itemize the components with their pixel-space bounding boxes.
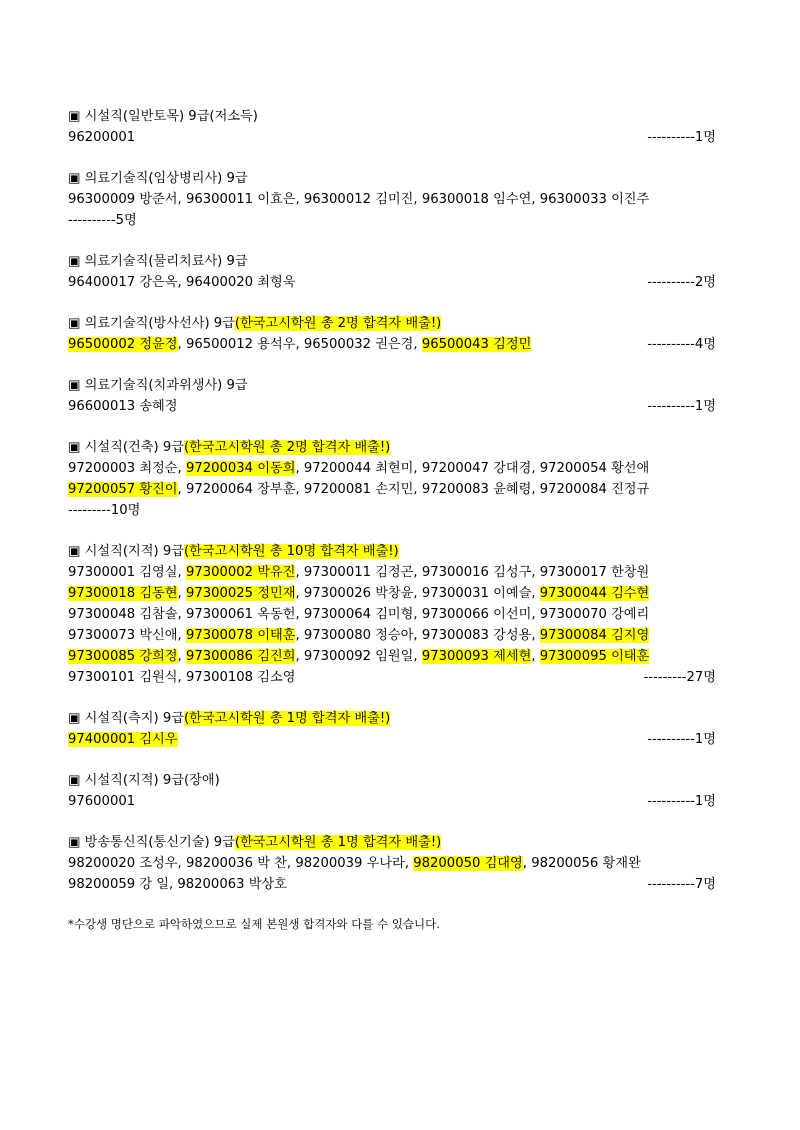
candidate-entry: 97300070 강예리 [539,607,650,622]
exam-section [68,375,716,417]
separator: , [531,607,540,622]
footnote: *수강생 명단으로 파악하였으므로 실제 본원생 합격자와 다를 수 있습니다. [68,917,440,931]
roster-line [68,604,716,625]
highlighted-candidate: 97300002 박유진 [185,565,296,580]
candidate-entry: 96300009 방준서 [68,192,178,207]
candidate-entry: 96300018 임수연 [421,192,532,207]
highlight-note: (한국고시학원 총 10명 합격자 배출!) [183,544,399,559]
separator: , [177,275,186,290]
separator: , [531,461,540,476]
roster-line [68,458,716,479]
section-title: ▣ 시설직(지적) 9급 [68,544,184,559]
separator: , [177,670,186,685]
candidate-entry: 97200044 최현미 [303,461,414,476]
candidate-entry: 97300026 박창윤 [303,586,414,601]
pass-count: ---------27명 [643,670,716,685]
highlighted-candidate: 96500002 정윤정 [68,337,178,352]
candidate-entry: 97300001 김영실 [68,565,178,580]
separator: , [168,877,178,892]
separator: , [404,856,414,871]
separator: , [177,461,186,476]
highlight-note: (한국고시학원 총 1명 합격자 배출!) [234,835,442,850]
roster-line [68,562,716,583]
exam-section [68,313,716,355]
highlighted-candidate: 97200057 황진이 [68,482,178,497]
separator: , [413,337,422,352]
document-body [68,106,716,933]
candidate-entry: 97600001 [68,794,136,809]
candidate-entry: 97200081 손지민 [303,482,414,497]
candidate-entry: 98200036 박 찬 [185,856,287,871]
separator: , [177,856,186,871]
candidate-entry: 98200039 우나라 [295,856,405,871]
highlighted-candidate: 96500043 김정민 [421,337,532,352]
separator: , [177,565,186,580]
section-heading [68,375,716,396]
candidate-entry: 97200084 진정규 [539,482,650,497]
separator: , [295,586,304,601]
section-heading [68,832,716,853]
section-heading [68,437,716,458]
candidate-entry: 96400020 최형욱 [185,275,296,290]
candidate-entry: 97300080 정승아 [303,628,414,643]
candidate-entry: 97300031 이예슬 [421,586,532,601]
separator: , [177,192,186,207]
separator: , [413,649,422,664]
highlighted-candidate: 97300085 강희정 [68,649,178,664]
separator: , [177,482,186,497]
section-title: ▣ 시설직(지적) 9급(장애) [68,773,220,788]
separator: , [531,565,540,580]
separator: , [295,337,304,352]
section-title: ▣ 방송통신직(통신기술) 9급 [68,835,235,850]
exam-section [68,168,716,231]
highlight-note: (한국고시학원 총 2명 합격자 배출!) [183,440,391,455]
candidate-entry: 97300011 김정곤 [303,565,414,580]
candidate-entry: 97300017 한창원 [539,565,650,580]
section-title: ▣ 의료기술직(방사선사) 9급 [68,316,235,331]
candidate-entry: 97300066 이선미 [421,607,532,622]
candidate-entry: 97300048 김참솔 [68,607,178,622]
roster-line [68,210,716,231]
separator: , [413,628,422,643]
section-title: ▣ 의료기술직(치과위생사) 9급 [68,378,248,393]
highlighted-candidate: 97400001 김시우 [68,732,178,747]
separator: , [177,337,186,352]
highlighted-candidate: 97300086 김진희 [185,649,296,664]
pass-count: ----------1명 [647,732,716,747]
separator: , [286,856,296,871]
roster-line [68,479,716,500]
roster-line [68,189,716,210]
roster-line [68,667,716,688]
candidate-entry: 97200064 장부훈 [185,482,296,497]
highlight-note: (한국고시학원 총 2명 합격자 배출!) [234,316,442,331]
candidate-entry: 96200001 [68,130,136,145]
highlighted-candidate: 98200050 김대영 [413,856,523,871]
exam-section [68,437,716,521]
roster-line [68,500,716,521]
separator: , [413,607,422,622]
pass-count: ----------7명 [647,877,716,892]
section-heading [68,708,716,729]
candidate-entry: 96400017 강은옥 [68,275,178,290]
roster-line [68,646,716,667]
highlighted-candidate: 97200034 이동희 [185,461,296,476]
separator: , [531,586,540,601]
section-title: ▣ 시설직(일반토목) 9급(저소득) [68,109,258,124]
separator: , [177,586,186,601]
roster-line [68,396,716,417]
highlight-note: (한국고시학원 총 1명 합격자 배출!) [183,711,391,726]
separator: , [295,607,304,622]
pass-count: ----------1명 [647,794,716,809]
highlighted-candidate: 97300044 김수현 [539,586,650,601]
exam-section [68,251,716,293]
candidate-entry: 98200063 박상호 [177,877,287,892]
roster-line [68,853,716,874]
candidate-entry: 96300011 이효은 [185,192,296,207]
section-title: ▣ 의료기술직(물리치료사) 9급 [68,254,248,269]
candidate-entry: 97200047 강대경 [421,461,532,476]
separator: , [295,192,304,207]
candidate-entry: 98200059 강 일 [68,877,169,892]
separator: , [413,461,422,476]
candidate-entry: 97300073 박신애 [68,628,178,643]
pass-count: ----------1명 [647,399,716,414]
candidate-entry: 97300061 옥동헌 [185,607,296,622]
roster-line [68,791,716,812]
candidate-entry: 97200003 최정순 [68,461,178,476]
separator: , [413,482,422,497]
separator: , [295,628,304,643]
separator: , [531,192,540,207]
candidate-entry: ---------10명 [68,503,141,518]
candidate-entry: 97200054 황선애 [539,461,650,476]
roster-line [68,874,716,895]
separator: , [413,192,422,207]
separator: , [295,565,304,580]
candidate-entry: 97300083 강성용 [421,628,532,643]
separator: , [531,649,540,664]
pass-count: ----------1명 [647,130,716,145]
exam-section [68,541,716,688]
candidate-entry: 97300108 김소영 [185,670,296,685]
section-heading [68,770,716,791]
roster-line [68,334,716,355]
highlighted-candidate: 97300095 이태훈 [539,649,650,664]
section-heading [68,168,716,189]
separator: , [295,649,304,664]
exam-section [68,106,716,148]
candidate-entry: 96500032 권은경 [303,337,414,352]
separator: , [295,482,304,497]
candidate-entry: 97300092 임원일 [303,649,414,664]
separator: , [531,482,540,497]
exam-section [68,770,716,812]
highlighted-candidate: 97300025 정민재 [185,586,296,601]
roster-line [68,729,716,750]
exam-section [68,708,716,750]
candidate-entry: 97200083 윤혜령 [421,482,532,497]
highlighted-candidate: 97300084 김지영 [539,628,650,643]
section-title: ▣ 시설직(측지) 9급 [68,711,184,726]
roster-line [68,583,716,604]
highlighted-candidate: 97300093 제세현 [421,649,532,664]
candidate-entry: 97300064 김미형 [303,607,414,622]
candidate-entry: 96500012 용석우 [185,337,296,352]
separator: , [177,649,186,664]
separator: , [522,856,532,871]
candidate-entry: 97300016 김성구 [421,565,532,580]
separator: , [295,461,304,476]
candidate-entry: 96300033 이진주 [539,192,650,207]
roster-line [68,625,716,646]
separator: , [413,586,422,601]
candidate-entry: ----------5명 [68,213,137,228]
section-title: ▣ 의료기술직(임상병리사) 9급 [68,171,248,186]
separator: , [177,607,186,622]
separator: , [531,628,540,643]
candidate-entry: 98200056 황재완 [531,856,641,871]
section-heading [68,541,716,562]
exam-section [68,832,716,895]
section-heading [68,106,716,127]
candidate-entry: 97300101 김원식 [68,670,178,685]
candidate-entry: 96300012 김미진 [303,192,414,207]
roster-line [68,127,716,148]
separator: , [177,628,186,643]
separator: , [413,565,422,580]
pass-count: ----------4명 [647,337,716,352]
highlighted-candidate: 97300078 이태훈 [185,628,296,643]
pass-count: ----------2명 [647,275,716,290]
roster-line [68,272,716,293]
section-title: ▣ 시설직(건축) 9급 [68,440,184,455]
candidate-entry: 98200020 조성우 [68,856,178,871]
candidate-entry: 96600013 송혜정 [68,399,178,414]
section-heading [68,251,716,272]
highlighted-candidate: 97300018 김동현 [68,586,178,601]
section-heading [68,313,716,334]
